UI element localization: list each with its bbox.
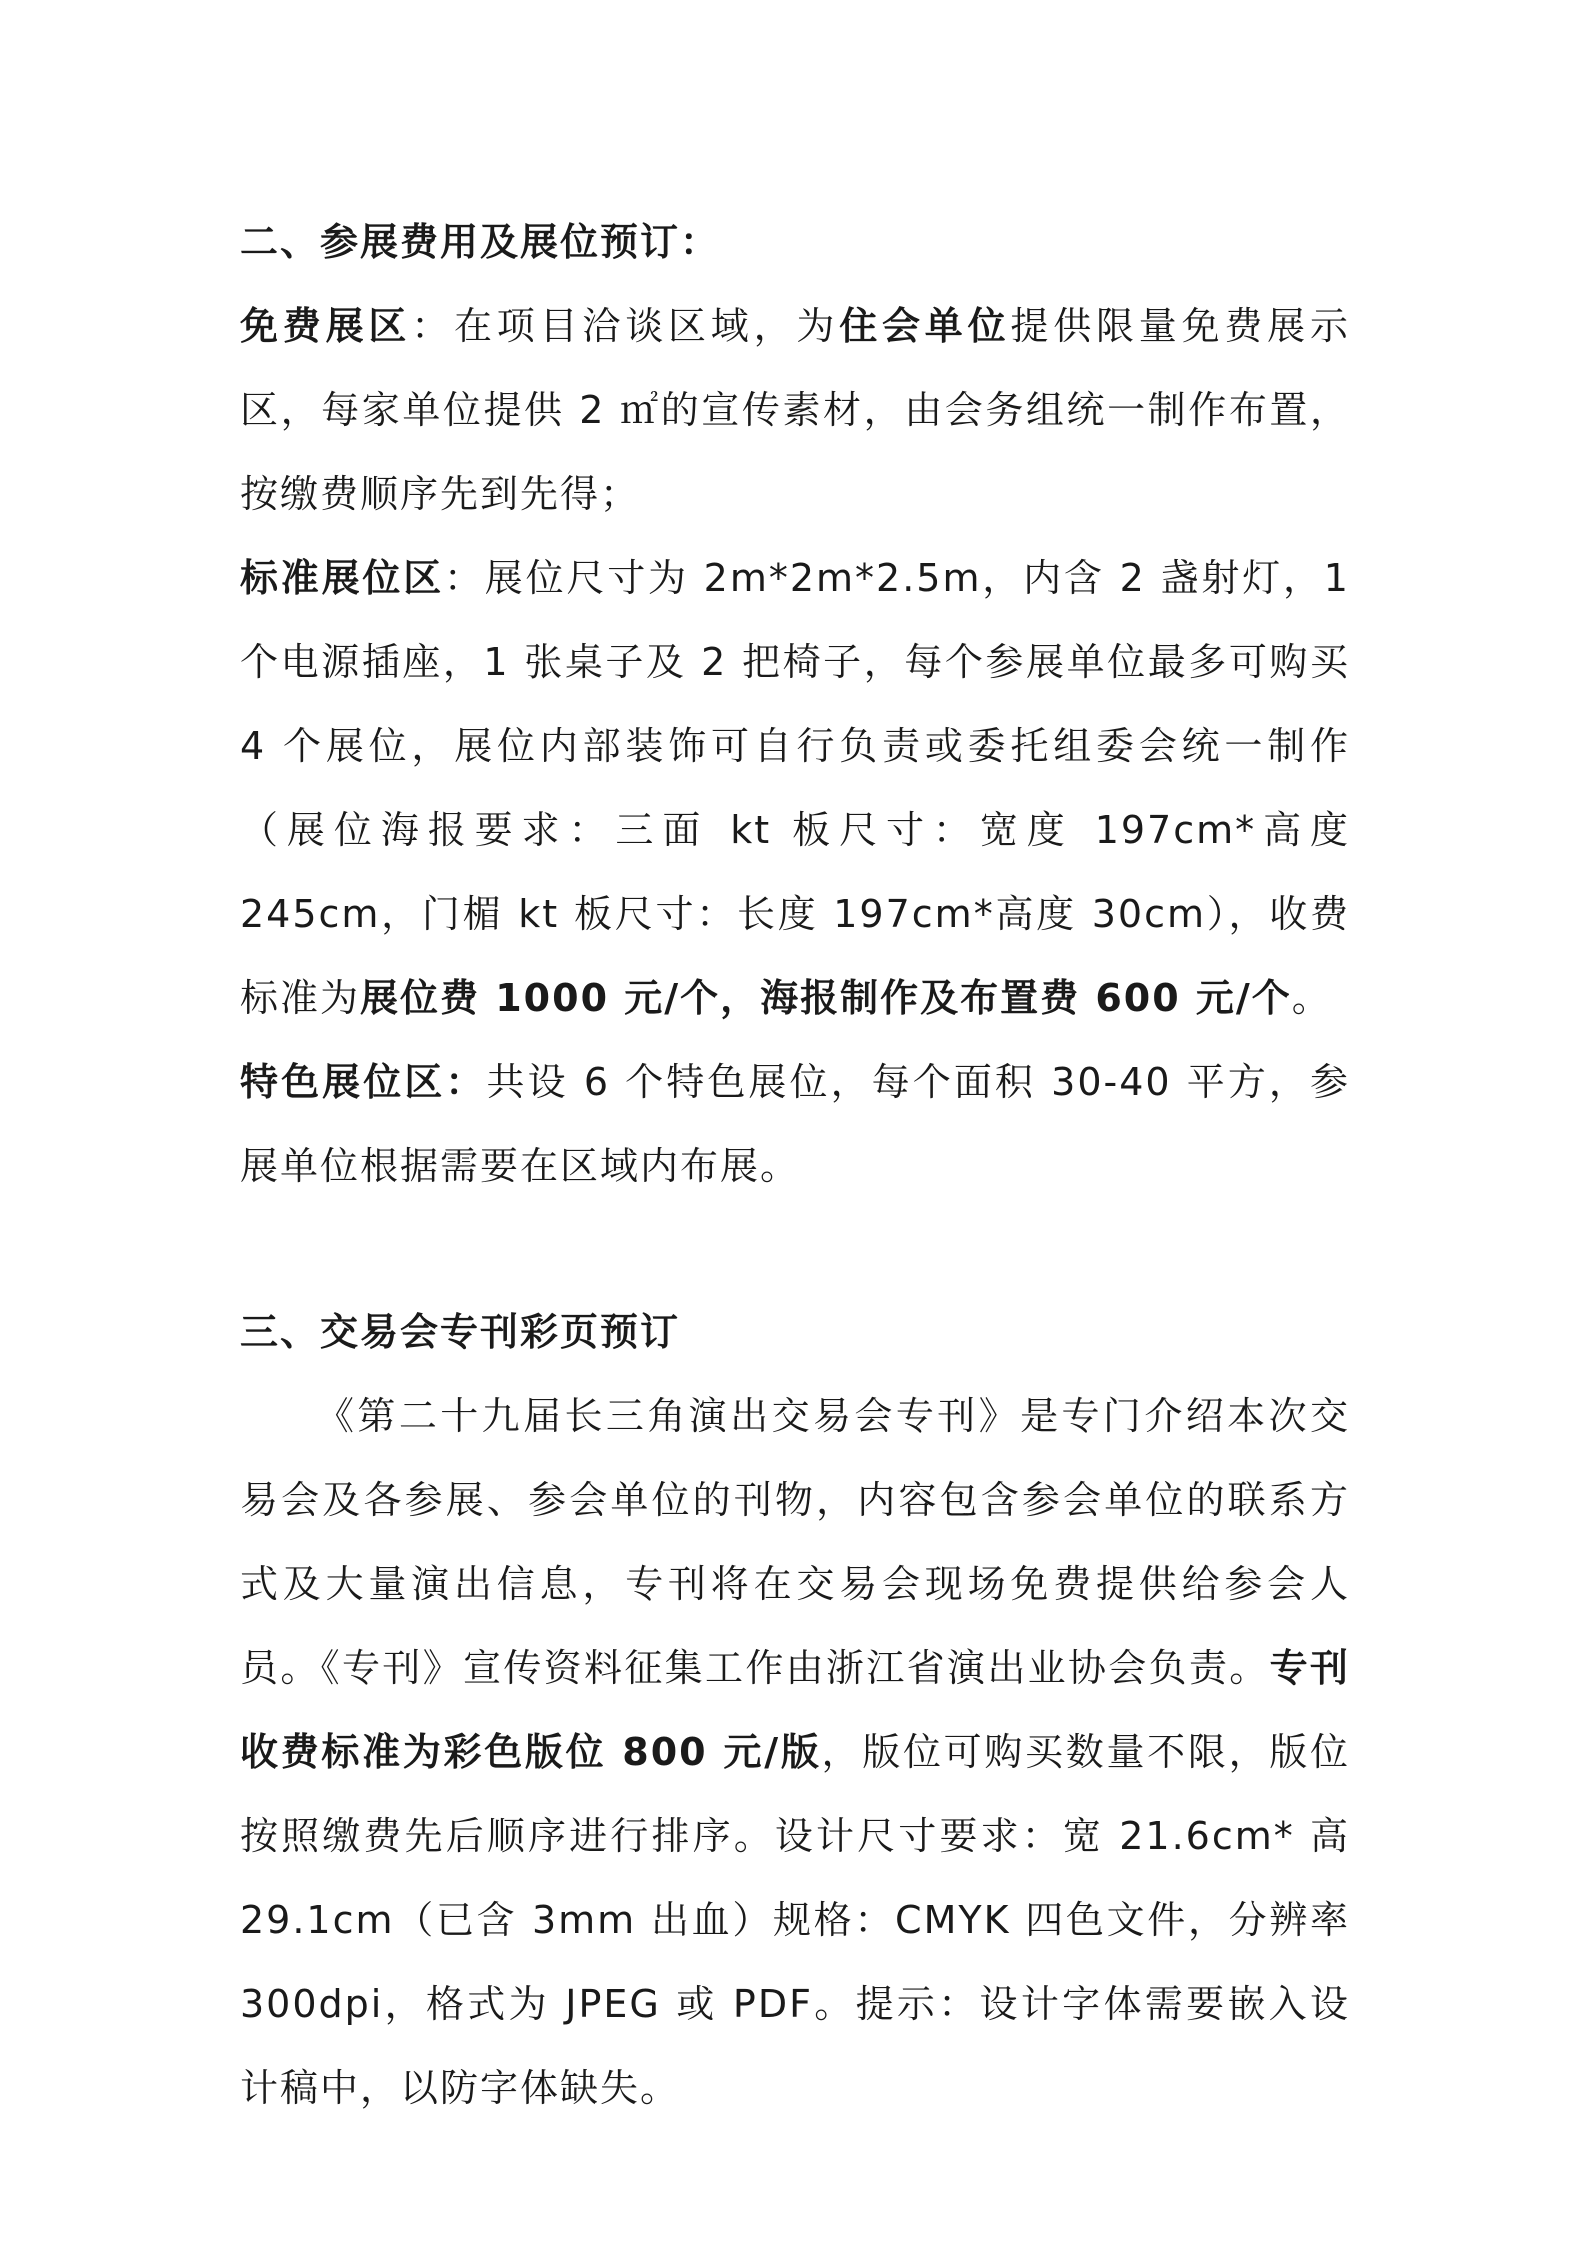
free-zone-text-a: ：在项目洽谈区域，为 <box>411 304 840 348</box>
document-page <box>240 200 1350 2130</box>
free-zone-bold-mid: 住会单位 <box>839 304 1011 348</box>
section-gap <box>240 1208 1350 1290</box>
special-zone-label: 特色展位区： <box>240 1060 487 1104</box>
journal-fee: 专刊收费标准为彩色版位 800 元/版 <box>240 1646 1350 1774</box>
free-zone-text-b: 提供限量免费展示区，每家单位提供 2 ㎡的宣传素材，由会务组统一制作布置，按缴费顺序先到先得； <box>240 304 1350 516</box>
standard-zone-end: 。 <box>1291 976 1332 1020</box>
free-zone-paragraph <box>240 284 1350 536</box>
standard-zone-text: ：展位尺寸为 2m*2m*2.5m，内含 2 盏射灯，1 个电源插座，1 张桌子及 2 把椅子，每个参展单位最多可购买 4 个展位，展位内部装饰可自行负责或委托组委会统一制作（展位海报要求：三面 kt 板尺寸：宽度 197cm*高度 245cm，门楣 kt 板尺寸：长度 197cm*高度 30cm），收费标准为 <box>240 556 1350 1020</box>
special-zone-paragraph <box>240 1040 1350 1208</box>
journal-text-b: ，版位可购买数量不限，版位按照缴费先后顺序进行排序。设计尺寸要求：宽 21.6cm* 高 29.1cm（已含 3mm 出血）规格：CMYK 四色文件，分辨率 300dpi，格式为 JPEG 或 PDF。提示：设计字体需要嵌入设计稿中，以防字体缺失。 <box>240 1730 1350 2110</box>
standard-zone-fee: 展位费 1000 元/个，海报制作及布置费 600 元/个 <box>360 976 1292 1020</box>
journal-text-a: 《第二十九届长三角演出交易会专刊》是专门介绍本次交易会及各参展、参会单位的刊物，内容包含参会单位的联系方式及大量演出信息，专刊将在交易会现场免费提供给参会人员。《专刊》宣传资料征集工作由浙江省演出业协会负责。 <box>240 1394 1350 1690</box>
standard-zone-label: 标准展位区 <box>240 556 444 600</box>
special-zone-text: 共设 6 个特色展位，每个面积 30-40 平方，参展单位根据需要在区域内布展。 <box>240 1060 1350 1188</box>
section-2-heading: 二、参展费用及展位预订： <box>240 220 721 264</box>
section-3-heading: 三、交易会专刊彩页预订 <box>240 1310 681 1354</box>
free-zone-label: 免费展区 <box>240 304 412 348</box>
journal-paragraph <box>240 1374 1350 2130</box>
standard-zone-paragraph <box>240 536 1350 1040</box>
